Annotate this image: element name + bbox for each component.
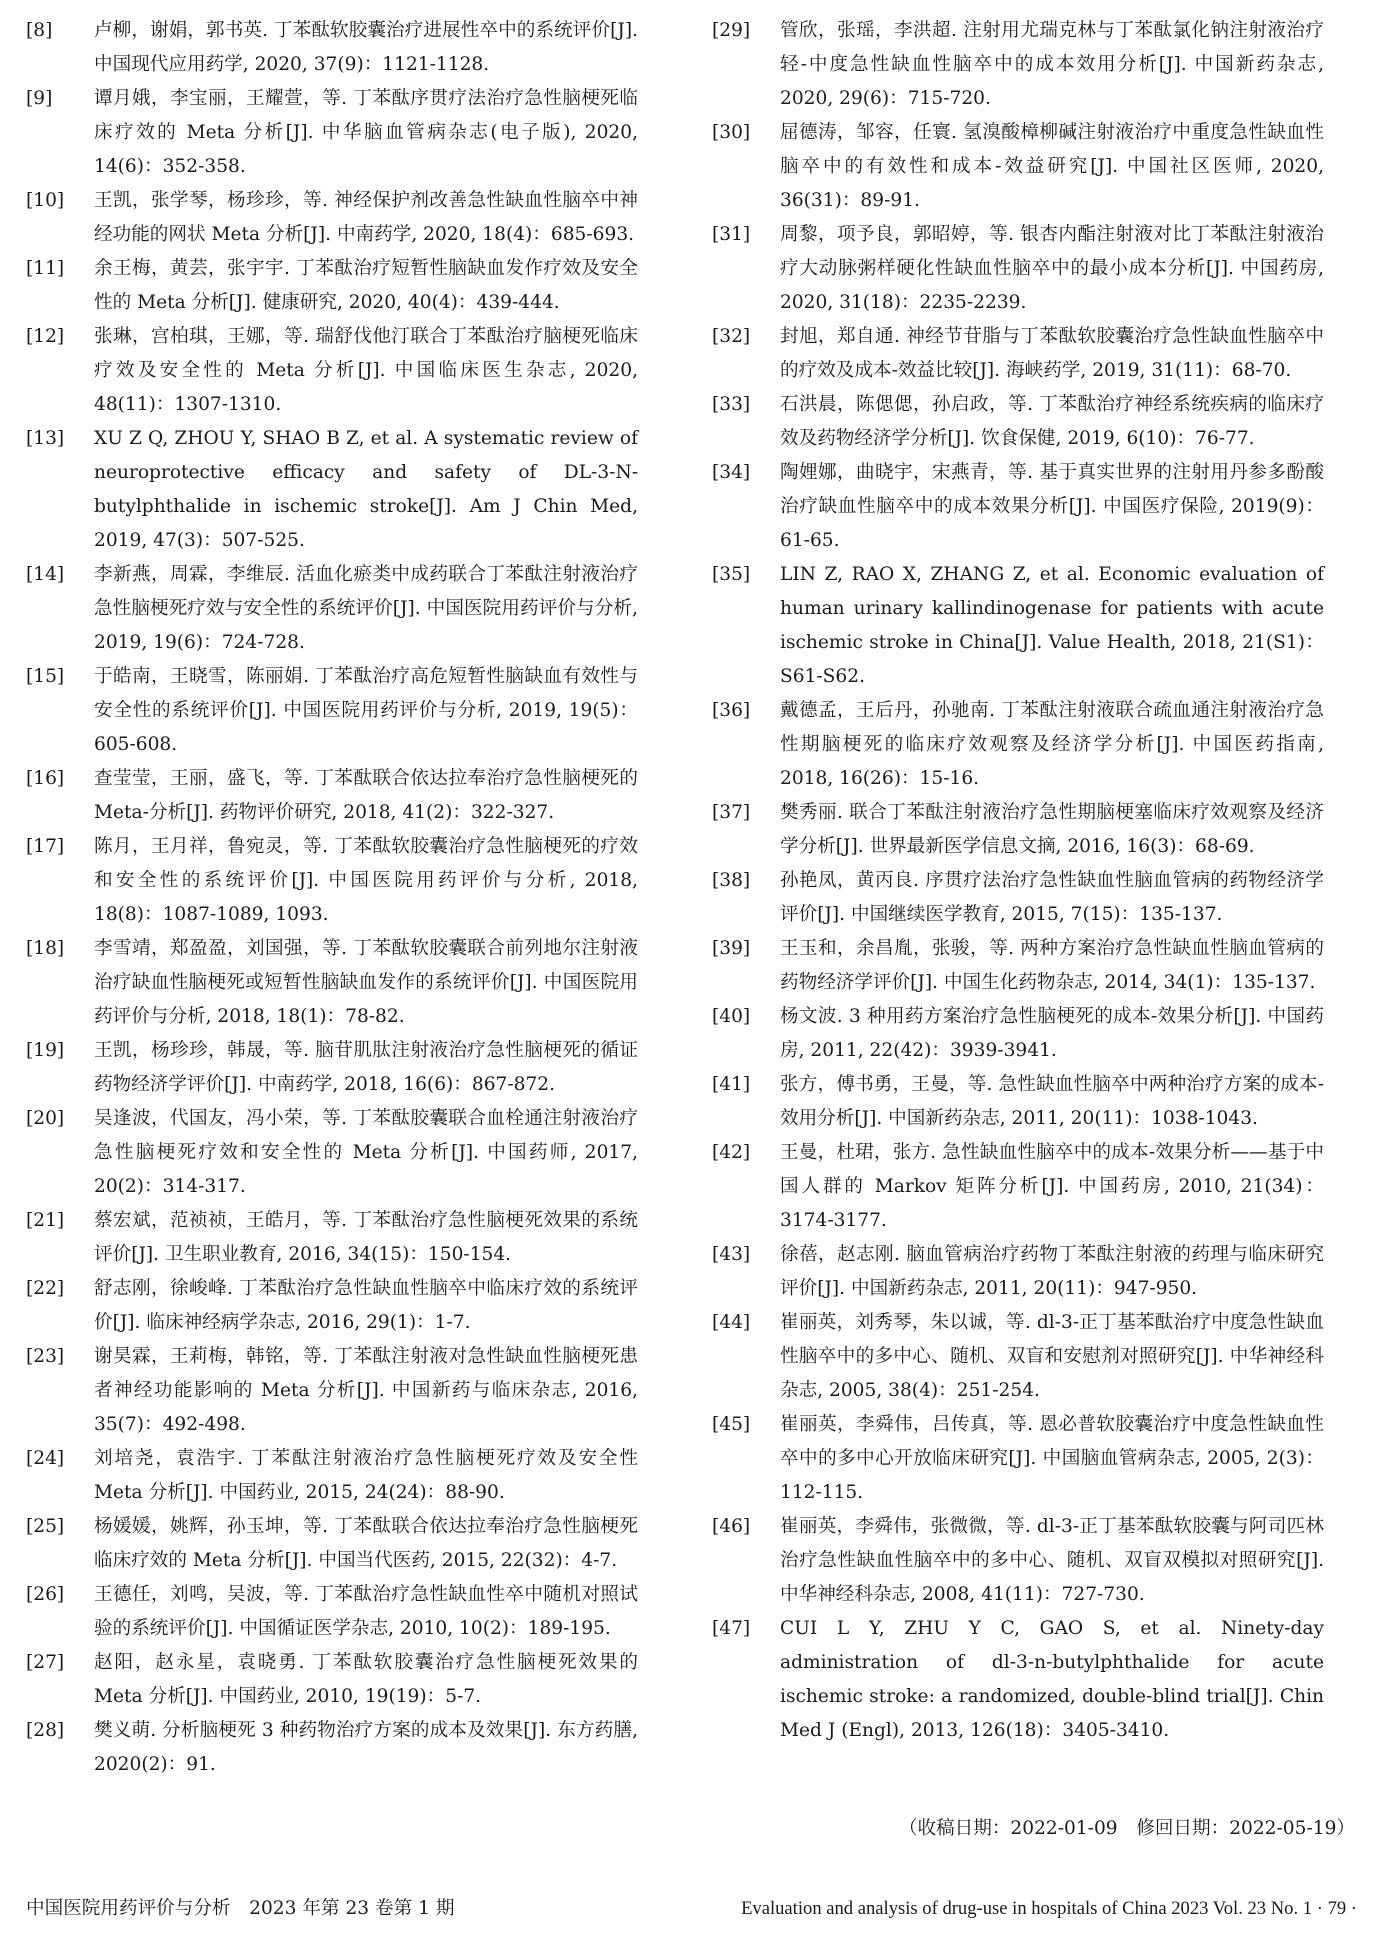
- reference-text: 崔丽英，李舜伟，吕传真，等. 恩必普软胶囊治疗中度急性缺血性卒中的多中心开放临床研究[J]. 中国脑血管病杂志, 2005, 2(3)：112-115.: [780, 1414, 1324, 1503]
- reference-text: 戴德孟，王后丹，孙驰南. 丁苯酞注射液联合疏血通注射液治疗急性期脑梗死的临床疗效观察及经济学分析[J]. 中国医药指南, 2018, 16(26)：15-16.: [780, 700, 1324, 789]
- reference-text: 徐蓓，赵志刚. 脑血管病治疗药物丁苯酞注射液的药理与临床研究评价[J]. 中国新药杂志, 2011, 20(11)：947-950.: [780, 1244, 1324, 1299]
- reference-item: [712, 116, 1324, 218]
- reference-number: [47]: [712, 1618, 751, 1639]
- received-dates: （收稿日期：2022-01-09 修回日期：2022-05-19）: [898, 1818, 1355, 1839]
- reference-text: 王曼，杜珺，张方. 急性缺血性脑卒中的成本-效果分析——基于中国人群的 Markov 矩阵分析[J]. 中国药房, 2010, 21(34)：3174-3177.: [780, 1142, 1324, 1231]
- reference-text: 王玉和，余昌胤，张骏，等. 两种方案治疗急性缺血性脑血管病的药物经济学评价[J]. 中国生化药物杂志, 2014, 34(1)：135-137.: [780, 938, 1324, 993]
- reference-text: 杨媛媛，姚辉，孙玉坤，等. 丁苯酞联合依达拉奉治疗急性脑梗死临床疗效的 Meta 分析[J]. 中国当代医药, 2015, 22(32)：4-7.: [94, 1516, 638, 1571]
- reference-number: [18]: [26, 938, 65, 959]
- reference-item: [712, 796, 1324, 864]
- reference-item: [712, 218, 1324, 320]
- reference-text: 余王梅，黄芸，张宇宇. 丁苯酞治疗短暂性脑缺血发作疗效及安全性的 Meta 分析[J]. 健康研究, 2020, 40(4)：439-444.: [94, 258, 638, 313]
- reference-item: [712, 864, 1324, 932]
- reference-text: 石洪晨，陈偲偲，孙启政，等. 丁苯酞治疗神经系统疾病的临床疗效及药物经济学分析[J]. 饮食保健, 2019, 6(10)：76-77.: [780, 394, 1324, 449]
- reference-number: [21]: [26, 1210, 65, 1231]
- reference-item: [712, 456, 1324, 558]
- reference-text: 于皓南，王晓雪，陈丽娟. 丁苯酞治疗高危短暂性脑缺血有效性与安全性的系统评价[J]. 中国医院用药评价与分析, 2019, 19(5)：605-608.: [94, 666, 638, 755]
- reference-text: 刘培尧，袁浩宇. 丁苯酞注射液治疗急性脑梗死疗效及安全性 Meta 分析[J]. 中国药业, 2015, 24(24)：88-90.: [94, 1448, 638, 1503]
- reference-text: 崔丽英，李舜伟，张微微，等. dl-3-正丁基苯酞软胶囊与阿司匹林治疗急性缺血性脑卒中的多中心、随机、双盲双模拟对照研究[J]. 中华神经科杂志, 2008, 41(11)：727-730.: [780, 1516, 1324, 1605]
- reference-number: [46]: [712, 1516, 751, 1537]
- reference-number: [29]: [712, 20, 751, 41]
- reference-item: [26, 14, 638, 82]
- reference-text: 谢昊霖，王莉梅，韩铭，等. 丁苯酞注射液对急性缺血性脑梗死患者神经功能影响的 Meta 分析[J]. 中国新药与临床杂志, 2016, 35(7)：492-498.: [94, 1346, 638, 1435]
- reference-item: [26, 1646, 638, 1714]
- reference-text: 谭月娥，李宝丽，王耀萱，等. 丁苯酞序贯疗法治疗急性脑梗死临床疗效的 Meta 分析[J]. 中华脑血管病杂志(电子版), 2020, 14(6)：352-358.: [94, 88, 638, 177]
- reference-text: LIN Z, RAO X, ZHANG Z, et al. Economic evaluation of human urinary kallindinogenase for patients with acute ischemic stroke in China[J]. Value Health, 2018, 21(S1)：S61-S62.: [780, 564, 1324, 687]
- reference-item: [26, 1510, 638, 1578]
- reference-item: [26, 184, 638, 252]
- reference-item: [26, 1272, 638, 1340]
- reference-text: 陶娌娜，曲晓宇，宋燕青，等. 基于真实世界的注射用丹参多酚酸治疗缺血性脑卒中的成本效果分析[J]. 中国医疗保险, 2019(9)：61-65.: [780, 462, 1324, 551]
- reference-number: [12]: [26, 326, 65, 347]
- reference-number: [40]: [712, 1006, 751, 1027]
- reference-item: [712, 558, 1324, 694]
- reference-text: 吴逢波，代国友，冯小荣，等. 丁苯酞胶囊联合血栓通注射液治疗急性脑梗死疗效和安全性的 Meta 分析[J]. 中国药师, 2017, 20(2)：314-317.: [94, 1108, 638, 1197]
- reference-text: 卢柳，谢娟，郭书英. 丁苯酞软胶囊治疗进展性卒中的系统评价[J]. 中国现代应用药学, 2020, 37(9)：1121-1128.: [94, 20, 638, 75]
- reference-number: [41]: [712, 1074, 751, 1095]
- reference-item: [26, 830, 638, 932]
- reference-number: [13]: [26, 428, 65, 449]
- references-right-column: [712, 14, 1324, 1748]
- reference-number: [9]: [26, 88, 53, 109]
- footer-journal-english: Evaluation and analysis of drug-use in hospitals of China 2023 Vol. 23 No. 1 · 79 ·: [741, 1898, 1357, 1919]
- reference-text: 舒志刚，徐峻峰. 丁苯酞治疗急性缺血性脑卒中临床疗效的系统评价[J]. 临床神经病学杂志, 2016, 29(1)：1-7.: [94, 1278, 638, 1333]
- reference-number: [24]: [26, 1448, 65, 1469]
- reference-number: [39]: [712, 938, 751, 959]
- reference-number: [34]: [712, 462, 751, 483]
- reference-item: [26, 762, 638, 830]
- reference-item: [712, 320, 1324, 388]
- reference-number: [10]: [26, 190, 65, 211]
- reference-text: 屈德涛，邹容，任寰. 氢溴酸樟柳碱注射液治疗中重度急性缺血性脑卒中的有效性和成本-效益研究[J]. 中国社区医师, 2020, 36(31)：89-91.: [780, 122, 1324, 211]
- reference-text: 杨文波. 3 种用药方案治疗急性脑梗死的成本-效果分析[J]. 中国药房, 2011, 22(42)：3939-3941.: [780, 1006, 1324, 1061]
- reference-text: 王凯，张学琴，杨珍珍，等. 神经保护剂改善急性缺血性脑卒中神经功能的网状 Meta 分析[J]. 中南药学, 2020, 18(4)：685-693.: [94, 190, 638, 245]
- reference-item: [26, 1102, 638, 1204]
- reference-number: [30]: [712, 122, 751, 143]
- reference-number: [35]: [712, 564, 751, 585]
- reference-item: [712, 1238, 1324, 1306]
- reference-number: [8]: [26, 20, 53, 41]
- reference-number: [28]: [26, 1720, 65, 1741]
- reference-text: 王德任，刘鸣，吴波，等. 丁苯酞治疗急性缺血性卒中随机对照试验的系统评价[J]. 中国循证医学杂志, 2010, 10(2)：189-195.: [94, 1584, 638, 1639]
- reference-number: [42]: [712, 1142, 751, 1163]
- reference-item: [26, 320, 638, 422]
- reference-text: 王凯，杨珍珍，韩晟，等. 脑苷肌肽注射液治疗急性脑梗死的循证药物经济学评价[J]. 中南药学, 2018, 16(6)：867-872.: [94, 1040, 638, 1095]
- reference-text: 崔丽英，刘秀琴，朱以诚，等. dl-3-正丁基苯酞治疗中度急性缺血性脑卒中的多中心、随机、双盲和安慰剂对照研究[J]. 中华神经科杂志, 2005, 38(4)：251-254.: [780, 1312, 1324, 1401]
- reference-number: [25]: [26, 1516, 65, 1537]
- footer-journal-chinese: 中国医院用药评价与分析 2023 年第 23 卷第 1 期: [26, 1898, 455, 1919]
- reference-number: [26]: [26, 1584, 65, 1605]
- reference-item: [712, 694, 1324, 796]
- reference-item: [26, 252, 638, 320]
- reference-number: [27]: [26, 1652, 65, 1673]
- reference-item: [712, 14, 1324, 116]
- reference-item: [26, 558, 638, 660]
- reference-text: 李雪靖，郑盈盈，刘国强，等. 丁苯酞软胶囊联合前列地尔注射液治疗缺血性脑梗死或短暂性脑缺血发作的系统评价[J]. 中国医院用药评价与分析, 2018, 18(1)：78-82.: [94, 938, 638, 1027]
- reference-number: [16]: [26, 768, 65, 789]
- reference-number: [38]: [712, 870, 751, 891]
- reference-item: [26, 1340, 638, 1442]
- reference-number: [15]: [26, 666, 65, 687]
- reference-number: [23]: [26, 1346, 65, 1367]
- reference-item: [26, 660, 638, 762]
- reference-number: [43]: [712, 1244, 751, 1265]
- reference-number: [11]: [26, 258, 65, 279]
- reference-number: [44]: [712, 1312, 751, 1333]
- reference-item: [712, 1612, 1324, 1748]
- reference-number: [31]: [712, 224, 751, 245]
- reference-text: 张琳，宫柏琪，王娜，等. 瑞舒伐他汀联合丁苯酞治疗脑梗死临床疗效及安全性的 Meta 分析[J]. 中国临床医生杂志, 2020, 48(11)：1307-1310.: [94, 326, 638, 415]
- reference-text: XU Z Q, ZHOU Y, SHAO B Z, et al. A systematic review of neuroprotective efficacy and safety of DL-3-N-butylphthalide in ischemic stroke[J]. Am J Chin Med, 2019, 47(3)：507-525.: [94, 428, 638, 551]
- reference-text: 樊义萌. 分析脑梗死 3 种药物治疗方案的成本及效果[J]. 东方药膳, 2020(2)：91.: [94, 1720, 638, 1775]
- reference-item: [712, 1408, 1324, 1510]
- reference-text: 孙艳凤，黄丙良. 序贯疗法治疗急性缺血性脑血管病的药物经济学评价[J]. 中国继续医学教育, 2015, 7(15)：135-137.: [780, 870, 1324, 925]
- reference-item: [712, 1000, 1324, 1068]
- reference-item: [26, 82, 638, 184]
- reference-item: [26, 422, 638, 558]
- reference-item: [712, 388, 1324, 456]
- reference-item: [712, 932, 1324, 1000]
- reference-number: [14]: [26, 564, 65, 585]
- reference-text: 蔡宏斌，范祯祯，王皓月，等. 丁苯酞治疗急性脑梗死效果的系统评价[J]. 卫生职业教育, 2016, 34(15)：150-154.: [94, 1210, 638, 1265]
- reference-text: CUI L Y, ZHU Y C, GAO S, et al. Ninety-day administration of dl-3-n-butylphthalide for acute ischemic stroke: a randomized, double-blind trial[J]. Chin Med J (Engl), 2013, 126(18)：3405-3410.: [780, 1618, 1324, 1741]
- reference-item: [26, 932, 638, 1034]
- reference-text: 赵阳，赵永星，袁晓勇. 丁苯酞软胶囊治疗急性脑梗死效果的 Meta 分析[J]. 中国药业, 2010, 19(19)：5-7.: [94, 1652, 638, 1707]
- reference-item: [26, 1442, 638, 1510]
- reference-item: [26, 1034, 638, 1102]
- reference-text: 李新燕，周霖，李维辰. 活血化瘀类中成药联合丁苯酞注射液治疗急性脑梗死疗效与安全性的系统评价[J]. 中国医院用药评价与分析, 2019, 19(6)：724-728.: [94, 564, 638, 653]
- reference-item: [712, 1306, 1324, 1408]
- reference-number: [22]: [26, 1278, 65, 1299]
- reference-text: 周黎，项予良，郭昭婷，等. 银杏内酯注射液对比丁苯酞注射液治疗大动脉粥样硬化性缺血性脑卒中的最小成本分析[J]. 中国药房, 2020, 31(18)：2235-2239.: [780, 224, 1324, 313]
- reference-number: [37]: [712, 802, 751, 823]
- reference-text: 张方，傅书勇，王曼，等. 急性缺血性脑卒中两种治疗方案的成本-效用分析[J]. 中国新药杂志, 2011, 20(11)：1038-1043.: [780, 1074, 1324, 1129]
- reference-item: [26, 1714, 638, 1782]
- reference-item: [712, 1136, 1324, 1238]
- reference-number: [32]: [712, 326, 751, 347]
- reference-item: [712, 1510, 1324, 1612]
- reference-number: [36]: [712, 700, 751, 721]
- reference-text: 查莹莹，王丽，盛飞，等. 丁苯酞联合依达拉奉治疗急性脑梗死的 Meta-分析[J]. 药物评价研究, 2018, 41(2)：322-327.: [94, 768, 638, 823]
- reference-text: 陈月，王月祥，鲁宛灵，等. 丁苯酞软胶囊治疗急性脑梗死的疗效和安全性的系统评价[J]. 中国医院用药评价与分析, 2018, 18(8)：1087-1089, 1093.: [94, 836, 638, 925]
- reference-number: [45]: [712, 1414, 751, 1435]
- reference-number: [20]: [26, 1108, 65, 1129]
- reference-item: [712, 1068, 1324, 1136]
- reference-text: 樊秀丽. 联合丁苯酞注射液治疗急性期脑梗塞临床疗效观察及经济学分析[J]. 世界最新医学信息文摘, 2016, 16(3)：68-69.: [780, 802, 1324, 857]
- reference-number: [33]: [712, 394, 751, 415]
- reference-text: 管欣，张瑶，李洪超. 注射用尤瑞克林与丁苯酞氯化钠注射液治疗轻-中度急性缺血性脑卒中的成本效用分析[J]. 中国新药杂志, 2020, 29(6)：715-720.: [780, 20, 1324, 109]
- reference-number: [19]: [26, 1040, 65, 1061]
- reference-text: 封旭，郑自通. 神经节苷脂与丁苯酞软胶囊治疗急性缺血性脑卒中的疗效及成本-效益比较[J]. 海峡药学, 2019, 31(11)：68-70.: [780, 326, 1324, 381]
- reference-item: [26, 1578, 638, 1646]
- reference-item: [26, 1204, 638, 1272]
- reference-number: [17]: [26, 836, 65, 857]
- references-left-column: [26, 14, 638, 1782]
